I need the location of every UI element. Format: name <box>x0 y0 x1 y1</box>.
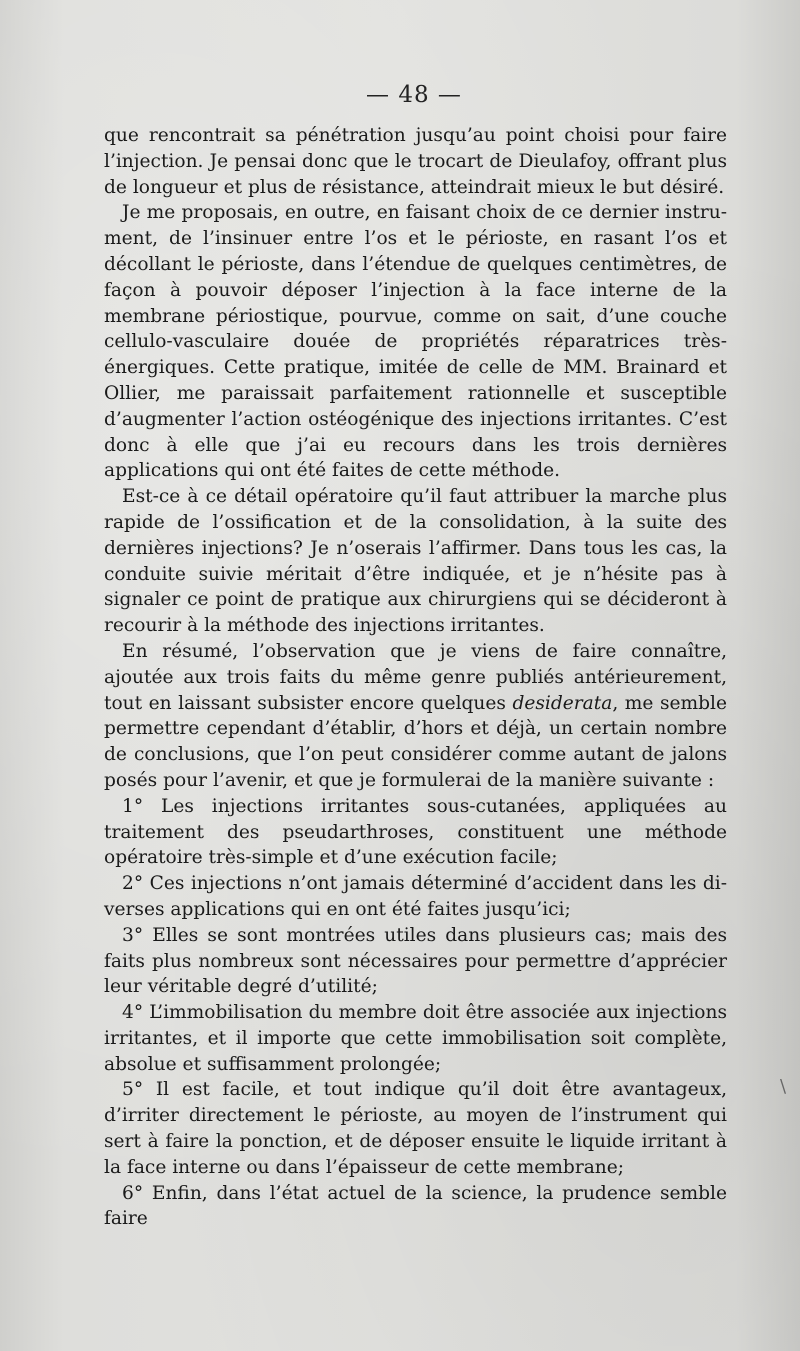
conclusion-5: 5° Il est facile, et tout indique qu’il doit être avantageux, d’irriter directement le périoste, au moyen de l’instrument qui sert à faire la ponction, et de déposer ensuite le liquide irritant à la face interne ou dans l’épaisseur de cette membrane; <box>104 1079 727 1178</box>
conclusion-2: 2° Ces injections n’ont jamais déterminé d’accident dans les diverses applications qui en ont été faites jusqu’ici; <box>104 873 727 920</box>
conclusion-3: 3° Elles se sont montrées utiles dans plusieurs cas; mais des faits plus nombreux sont nécessaires pour permettre d’apprécier leur véritable degré d’utilité; <box>104 924 727 998</box>
paragraph-1: que rencontrait sa pénétration jusqu’au point choisi pour faire l’injection. Je pensai donc que le trocart de Dieulafoy, offrant plus de longueur et plus de résistance, atteindrait mieux le but désiré. <box>104 125 727 198</box>
body-text <box>104 123 727 1232</box>
paragraph-4 <box>104 639 727 794</box>
paragraph-2: Je me proposais, en outre, en faisant choix de ce dernier instrument, de l’insinuer entre l’os et le périoste, en rasant l’os et décollant le périoste, dans l’étendue de quelques centimètres, de façon à pouvoir déposer l’injection à la face interne de la membrane périostique, pourvue, comme on sait, d’une couche cellulo-vasculaire douée de propriétés réparatrices très-énergiques. Cette pratique, imitée de celle de MM. Brainard et Ollier, me paraissait parfaitement rationnelle et susceptible d’augmenter l’action ostéogénique des injections irritantes. C’est donc à elle que j’ai eu recours dans les trois dernières applications qui ont été faites de cette méthode. <box>104 202 727 482</box>
conclusion-6: 6° Enfin, dans l’état actuel de la science, la prudence semble faire <box>104 1182 727 1230</box>
conclusion-1: 1° Les injections irritantes sous-cutanées, appliquées au traitement des pseudarthroses, constituent une méthode opératoire très-simple et d’une exécution facile; <box>104 795 727 869</box>
paragraph-3: Est-ce à ce détail opératoire qu’il faut attribuer la marche plus rapide de l’ossification et de la consolidation, à la suite des dernières injections? Je n’oserais l’affirmer. Dans tous les cas, la conduite suivie méritait d’être indiquée, et je n’hésite pas à signaler ce point de pratique aux chirurgiens qui se décideront à recourir à la méthode des injections irritantes. <box>104 486 727 637</box>
page-number: — 48 — <box>366 82 462 108</box>
margin-mark: \ <box>780 1076 787 1097</box>
paragraph-4-italic: desiderata <box>512 692 613 714</box>
paragraph-4-part-1: En résumé, l’observation que je viens de faire connaître, ajoutée aux trois faits du même genre publiés antérieurement, tout en laissant subsister encore quelques <box>104 640 727 714</box>
paragraph-4-part-2: , me semble permettre cependant d’établir, d’hors et déjà, un certain nombre de conclusions, que l’on peut considérer comme autant de jalons posés pour l’avenir, et que je formulerai de la manière suivante : <box>104 692 727 791</box>
conclusion-4: 4° L’immobilisation du membre doit être associée aux injections irritantes, et il importe que cette immobilisation soit complète, absolue et suffisamment prolongée; <box>104 1002 727 1075</box>
